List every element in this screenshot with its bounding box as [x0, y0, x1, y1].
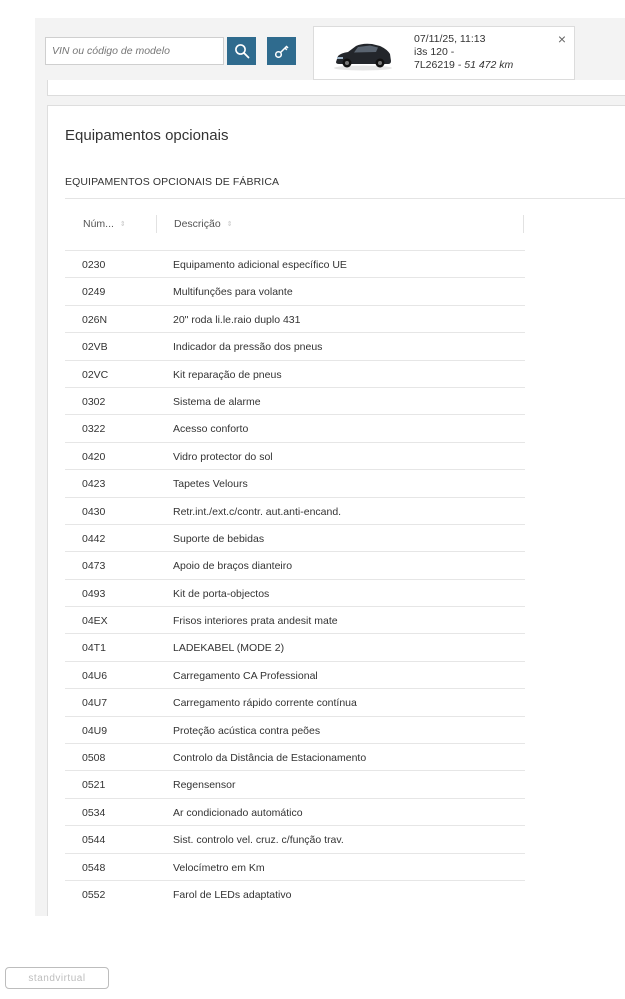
- option-description: Ar condicionado automático: [173, 806, 303, 819]
- table-row[interactable]: [65, 524, 525, 551]
- table-row[interactable]: [65, 305, 525, 332]
- option-code: 026N: [82, 313, 108, 326]
- table-row[interactable]: [65, 880, 525, 907]
- option-code: 0552: [82, 888, 106, 901]
- option-description: Suporte de bebidas: [173, 532, 265, 545]
- option-description: Carregamento rápido corrente contínua: [173, 697, 357, 710]
- option-description: Equipamento adicional específico UE: [173, 259, 347, 271]
- option-code: 02VC: [82, 368, 109, 381]
- table-row[interactable]: [65, 853, 525, 880]
- table-row[interactable]: [65, 661, 525, 688]
- option-description: Apoio de braços dianteiro: [173, 560, 293, 573]
- previous-card-bottom: [47, 80, 625, 96]
- option-code: 0521: [82, 779, 106, 792]
- vehicle-date: 07/11/25, 11:13: [414, 33, 486, 45]
- table-row[interactable]: [65, 770, 525, 797]
- table-row[interactable]: [65, 497, 525, 524]
- vehicle-vin: 7L26219: [414, 59, 455, 71]
- option-description: Controlo da Distância de Estacionamento: [173, 752, 367, 765]
- optional-equipment-card: [47, 105, 625, 916]
- table-body: [65, 250, 525, 907]
- table-header: [65, 199, 525, 249]
- option-code: 04U7: [82, 697, 108, 710]
- table-row[interactable]: [65, 633, 525, 660]
- option-description: Kit reparação de pneus: [173, 368, 282, 381]
- option-description: LADEKABEL (MODE 2): [173, 642, 285, 655]
- close-icon[interactable]: ×: [557, 31, 566, 47]
- option-code: 0548: [82, 861, 106, 874]
- option-code: 0544: [82, 834, 106, 847]
- option-description: Retr.int./ext.c/contr. aut.anti-encand.: [173, 505, 342, 518]
- table-row[interactable]: [65, 551, 525, 578]
- table-row[interactable]: [65, 825, 525, 852]
- vehicle-model: i3s 120 -: [414, 46, 455, 58]
- option-description: Multifunções para volante: [173, 286, 293, 299]
- key-icon: [274, 43, 290, 59]
- option-description: Indicador da pressão dos pneus: [173, 341, 323, 354]
- vehicle-vin-km: [414, 59, 513, 72]
- table-row[interactable]: [65, 579, 525, 606]
- table-row[interactable]: [65, 606, 525, 633]
- option-code: 0230: [82, 259, 106, 271]
- table-row[interactable]: [65, 743, 525, 770]
- option-code: 0430: [82, 505, 106, 518]
- table-row[interactable]: [65, 387, 525, 414]
- watermark-logo: standvirtual: [5, 967, 109, 989]
- option-code: 04U9: [82, 724, 108, 737]
- option-code: 04T1: [82, 642, 106, 655]
- option-code: 0423: [82, 478, 106, 491]
- option-description: Sist. controlo vel. cruz. c/função trav.: [173, 834, 344, 847]
- search-button[interactable]: [227, 37, 256, 65]
- option-description: 20" roda li.le.raio duplo 431: [173, 313, 301, 326]
- car-icon: [332, 41, 394, 71]
- search-icon: [234, 43, 250, 59]
- option-code: 0420: [82, 450, 106, 463]
- option-description: Vidro protector do sol: [173, 450, 273, 463]
- option-code: 04U6: [82, 669, 108, 682]
- option-code: 0322: [82, 423, 106, 436]
- column-header-description-label: Descrição: [174, 218, 221, 230]
- table-row[interactable]: [65, 716, 525, 743]
- option-code: 0442: [82, 532, 106, 545]
- table-row[interactable]: [65, 688, 525, 715]
- app-window: [35, 18, 625, 916]
- column-header-description[interactable]: [174, 199, 233, 249]
- table-row[interactable]: [65, 414, 525, 441]
- option-description: Velocímetro em Km: [173, 861, 265, 874]
- table-row[interactable]: [65, 469, 525, 496]
- option-code: 0493: [82, 587, 106, 600]
- option-code: 0249: [82, 286, 106, 299]
- column-header-number[interactable]: [83, 199, 126, 249]
- vin-search-input[interactable]: [46, 38, 223, 64]
- table-row[interactable]: [65, 277, 525, 304]
- table-row[interactable]: [65, 250, 525, 277]
- option-description: Carregamento CA Professional: [173, 669, 318, 682]
- column-header-number-label: Núm...: [83, 218, 114, 230]
- option-description: Tapetes Velours: [173, 478, 248, 491]
- table-row[interactable]: [65, 360, 525, 387]
- option-code: 0473: [82, 560, 106, 573]
- key-button[interactable]: [267, 37, 296, 65]
- column-divider[interactable]: [523, 215, 524, 233]
- option-description: Regensensor: [173, 779, 236, 792]
- vehicle-tab[interactable]: [313, 26, 575, 80]
- vin-search-field[interactable]: [45, 37, 224, 65]
- option-description: Frisos interiores prata andesit mate: [173, 615, 338, 628]
- option-description: Proteção acústica contra peões: [173, 724, 321, 737]
- table-row[interactable]: [65, 332, 525, 359]
- option-code: 04EX: [82, 615, 108, 628]
- option-code: 0508: [82, 752, 106, 765]
- vehicle-info: [414, 33, 513, 72]
- option-description: Acesso conforto: [173, 423, 249, 436]
- option-code: 0302: [82, 395, 106, 408]
- column-divider[interactable]: [156, 215, 157, 233]
- vehicle-mileage: 51 472 km: [464, 59, 514, 71]
- table-row[interactable]: [65, 442, 525, 469]
- table-row[interactable]: [65, 798, 525, 825]
- option-code: 0534: [82, 806, 106, 819]
- option-description: Kit de porta-objectos: [173, 587, 270, 600]
- section-title: EQUIPAMENTOS OPCIONAIS DE FÁBRICA: [65, 176, 280, 188]
- option-description: Sistema de alarme: [173, 395, 261, 408]
- sort-icon[interactable]: ⇕: [119, 221, 126, 228]
- card-title: Equipamentos opcionais: [65, 127, 229, 144]
- vehicle-separator: -: [454, 59, 465, 71]
- option-description: Farol de LEDs adaptativo: [173, 888, 292, 901]
- sort-icon[interactable]: ⇕: [226, 221, 233, 228]
- option-code: 02VB: [82, 341, 108, 354]
